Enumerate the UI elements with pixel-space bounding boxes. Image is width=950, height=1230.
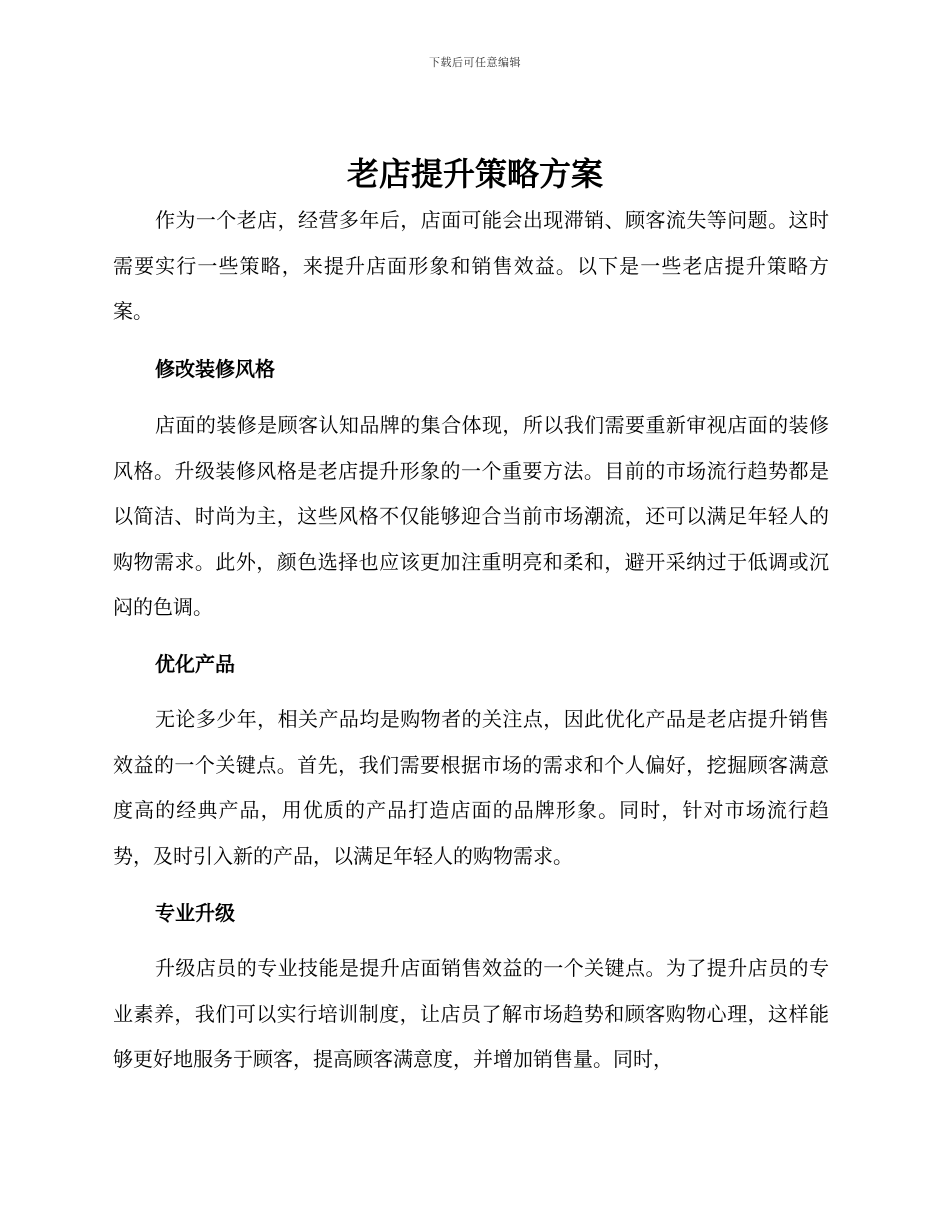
intro-paragraph: 作为一个老店，经营多年后，店面可能会出现滞销、顾客流失等问题。这时需要实行一些策略，来提升店面形象和销售效益。以下是一些老店提升策略方案。 [113,208,829,323]
section-paragraph-optimize-products: 无论多少年，相关产品均是购物者的关注点，因此优化产品是老店提升销售效益的一个关键点。首先，我们需要根据市场的需求和个人偏好，挖掘顾客满意度高的经典产品，用优质的产品打造店面的品牌形象。同时，针对市场流行趋势，及时引入新的产品，以满足年轻人的购物需求。 [113,707,829,868]
section-heading-renovation-style: 修改装修风格 [155,357,275,381]
section-heading-optimize-products: 优化产品 [155,652,235,676]
section-heading-professional-upgrade: 专业升级 [155,901,235,925]
section-paragraph-renovation-style: 店面的装修是顾客认知品牌的集合体现，所以我们需要重新审视店面的装修风格。升级装修风格是老店提升形象的一个重要方法。目前的市场流行趋势都是以简洁、时尚为主，这些风格不仅能够迎合当前市场潮流，还可以满足年轻人的购物需求。此外，颜色选择也应该更加注重明亮和柔和，避开采纳过于低调或沉闷的色调。 [113,413,829,619]
page-title: 老店提升策略方案 [346,155,603,193]
section-paragraph-professional-upgrade: 升级店员的专业技能是提升店面销售效益的一个关键点。为了提升店员的专业素养，我们可以实行培训制度，让店员了解市场趋势和顾客购物心理，这样能够更好地服务于顾客，提高顾客满意度，并增加销售量。同时， [113,956,829,1071]
header-note: 下载后可任意编辑 [429,56,521,69]
